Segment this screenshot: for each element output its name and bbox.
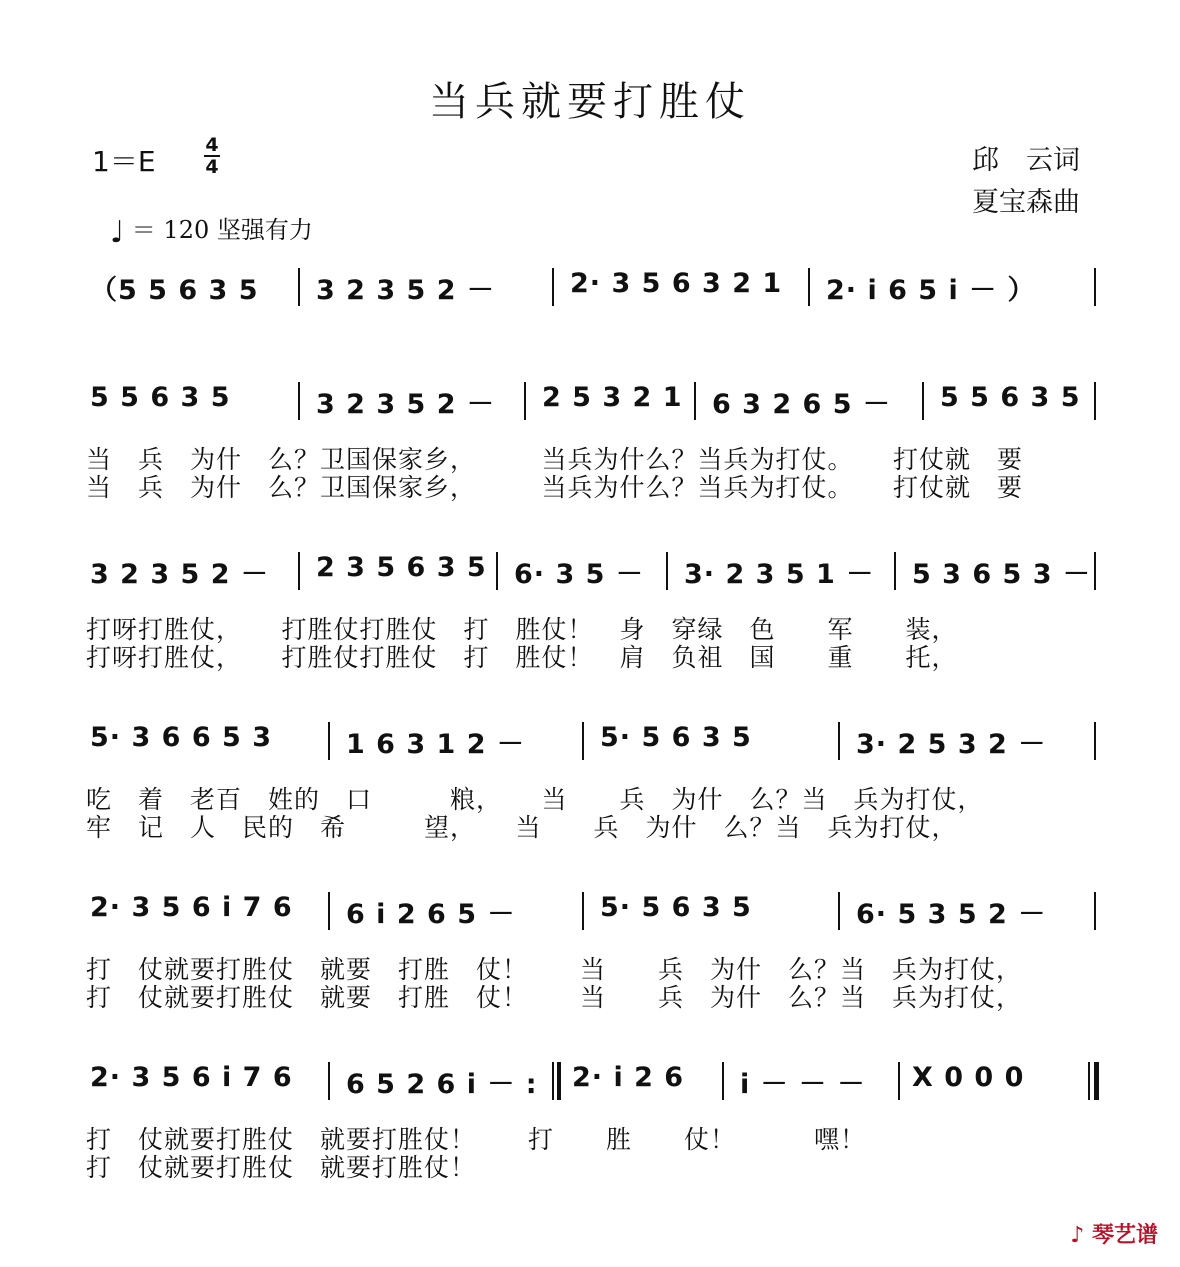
composer-credit: 夏宝森曲 xyxy=(972,187,1080,218)
bar-line xyxy=(838,892,840,930)
repeat-bar-line xyxy=(552,1062,554,1100)
measure: 2· 3 5 6 i 7 6 xyxy=(90,1062,293,1093)
quarter-note-icon: ♩ xyxy=(110,215,125,250)
bar-line xyxy=(1094,268,1096,306)
bar-line xyxy=(298,552,300,590)
measure: 6· 3 5 － xyxy=(514,559,644,590)
measure: 2· 3 5 6 3 2 1 xyxy=(570,268,783,299)
bar-line xyxy=(298,382,300,420)
lyrics-verse-1: 打 仗就要打胜仗 就要打胜仗！ 打 胜 仗！ 嘿！ xyxy=(86,1125,867,1154)
measure: 5 5 6 3 5 xyxy=(90,382,231,413)
lyrics-verse-1: 打 仗就要打胜仗 就要 打胜 仗！ 当 兵 为什 么？当 兵为打仗， xyxy=(86,955,1023,984)
page-title: 当兵就要打胜仗 xyxy=(429,79,751,125)
measure: 3· 2 3 5 1 － xyxy=(684,559,875,590)
bar-line xyxy=(298,268,300,306)
bar-line xyxy=(808,268,810,306)
credits xyxy=(950,140,1080,224)
score-line-5 xyxy=(0,892,1180,932)
final-bar-line xyxy=(1088,1062,1090,1100)
measure: 5 5 6 3 5 xyxy=(940,382,1081,413)
measure: 6 i 2 6 5 － xyxy=(346,899,516,930)
tempo-text: ＝ 120 坚强有力 xyxy=(131,216,313,244)
bar-line xyxy=(328,892,330,930)
bar-line xyxy=(838,722,840,760)
bar-line xyxy=(922,382,924,420)
measure: 3 2 3 5 2 － xyxy=(316,389,495,420)
lyricist-credit: 邱 云词 xyxy=(972,145,1080,176)
bar-line xyxy=(1094,892,1096,930)
score-line-3 xyxy=(0,552,1180,592)
bar-line xyxy=(582,892,584,930)
bar-line xyxy=(1094,552,1096,590)
measure: 3· 2 5 3 2 － xyxy=(856,729,1047,760)
time-numerator: 4 xyxy=(205,134,219,156)
measure: 5· 5 6 3 5 xyxy=(600,892,752,923)
bar-line xyxy=(552,268,554,306)
bar-line xyxy=(328,722,330,760)
measure: 6 5 2 6 i － : xyxy=(346,1069,538,1100)
bar-line xyxy=(496,552,498,590)
lyrics-verse-1: 吃 着 老百 姓的 口 粮， 当 兵 为什 么？当 兵为打仗， xyxy=(86,785,984,814)
final-bar-line-thick xyxy=(1094,1062,1099,1100)
measure: （5 5 6 3 5 xyxy=(90,275,259,306)
bar-line xyxy=(328,1062,330,1100)
measure: 2 3 5 6 3 5 xyxy=(316,552,487,583)
score-line-6 xyxy=(0,1062,1180,1102)
measure: 1 6 3 1 2 － xyxy=(346,729,525,760)
measure: 3 2 3 5 2 － xyxy=(90,559,269,590)
time-denominator: 4 xyxy=(205,156,219,178)
bar-line xyxy=(694,382,696,420)
score-line-4 xyxy=(0,722,1180,762)
logo-icon: ♪ xyxy=(1070,1223,1085,1248)
bar-line xyxy=(582,722,584,760)
measure: 5· 5 6 3 5 xyxy=(600,722,752,753)
measure: 6 3 2 6 5 － xyxy=(712,389,891,420)
lyrics-verse-2: 打 仗就要打胜仗 就要打胜仗！ xyxy=(86,1153,477,1182)
lyrics-verse-2: 牢 记 人 民的 希 望， 当 兵 为什 么？当 兵为打仗， xyxy=(86,813,958,842)
measure: 2· i 2 6 xyxy=(572,1062,685,1093)
lyrics-verse-2: 打呀打胜仗， 打胜仗打胜仗 打 胜仗！ 肩 负祖 国 重 托， xyxy=(86,643,958,672)
bar-line xyxy=(898,1062,900,1100)
measure: 2 5 3 2 1 xyxy=(542,382,683,413)
tempo-marking xyxy=(110,210,313,250)
lyrics-verse-2: 打 仗就要打胜仗 就要 打胜 仗！ 当 兵 为什 么？当 兵为打仗， xyxy=(86,983,1023,1012)
measure: 5 3 6 5 3 － xyxy=(912,559,1091,590)
measure: 5· 3 6 6 5 3 xyxy=(90,722,272,753)
watermark-logo xyxy=(1070,1218,1158,1249)
bar-line xyxy=(1094,382,1096,420)
key-signature: 1＝E xyxy=(92,145,156,178)
measure: X 0 0 0 xyxy=(912,1062,1025,1093)
score-line-2 xyxy=(0,382,1180,422)
measure: 3 2 3 5 2 － xyxy=(316,275,495,306)
time-signature xyxy=(204,136,220,176)
bar-line xyxy=(666,552,668,590)
measure: i － － － xyxy=(740,1069,866,1100)
lyrics-verse-1: 打呀打胜仗， 打胜仗打胜仗 打 胜仗！ 身 穿绿 色 军 装， xyxy=(86,615,958,644)
lyrics-verse-2: 当 兵 为什 么？卫国保家乡， 当兵为什么？当兵为打仗。 打仗就 要 xyxy=(86,473,1024,502)
repeat-bar-line-thick xyxy=(557,1062,561,1100)
bar-line xyxy=(894,552,896,590)
bar-line xyxy=(722,1062,724,1100)
score-line-1 xyxy=(0,268,1180,308)
measure: 2· i 6 5 i － ） xyxy=(826,275,1036,306)
bar-line xyxy=(1094,722,1096,760)
measure: 2· 3 5 6 i 7 6 xyxy=(90,892,293,923)
lyrics-verse-1: 当 兵 为什 么？卫国保家乡， 当兵为什么？当兵为打仗。 打仗就 要 xyxy=(86,445,1024,474)
measure: 6· 5 3 5 2 － xyxy=(856,899,1047,930)
bar-line xyxy=(524,382,526,420)
watermark-text: 琴艺谱 xyxy=(1091,1223,1158,1248)
